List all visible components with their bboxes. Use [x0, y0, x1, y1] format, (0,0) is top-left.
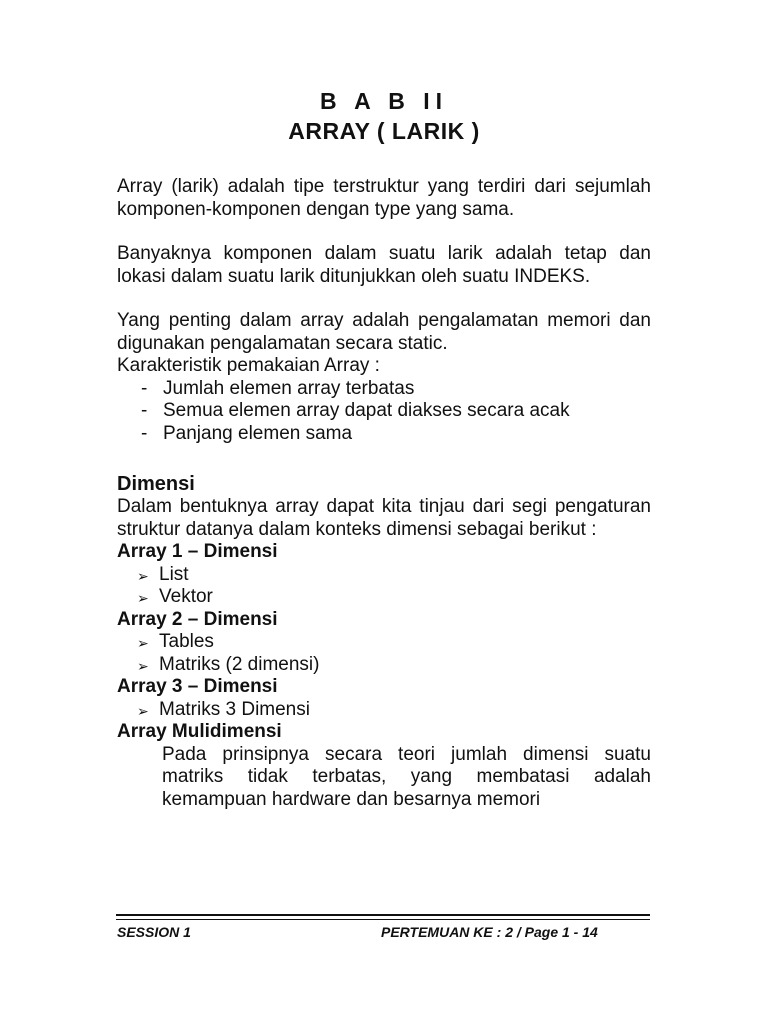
list-item	[117, 631, 651, 654]
list-item	[117, 699, 651, 722]
dimensi-description: Dalam bentuknya array dapat kita tinjau dari segi pengaturan struktur datanya dalam konteks dimensi sebagai berikut :	[117, 496, 651, 540]
list-item	[117, 586, 651, 609]
intro-paragraph-2: Banyaknya komponen dalam suatu larik adalah tetap dan lokasi dalam suatu larik ditunjukkan oleh suatu INDEKS.	[117, 243, 651, 287]
chapter-title: ARRAY ( LARIK )	[288, 118, 480, 144]
list-item-label: Matriks (2 dimensi)	[159, 653, 320, 675]
karakteristik-item	[117, 423, 651, 446]
karakteristik-item-label: Jumlah elemen array terbatas	[163, 377, 415, 399]
karakteristik-heading: Karakteristik pemakaian Array :	[117, 355, 380, 376]
list-item-label: Matriks 3 Dimensi	[159, 698, 310, 720]
chapter-body	[117, 176, 651, 811]
list-item	[117, 564, 651, 587]
karakteristik-item	[117, 400, 651, 423]
list-item-label: List	[159, 563, 189, 585]
subheading-array-2-dimensi: Array 2 – Dimensi	[117, 608, 278, 630]
arrow-bullet-icon: ➢	[137, 567, 149, 584]
arrow-bullet-icon: ➢	[137, 635, 149, 651]
subheading-array-1-dimensi: Array 1 – Dimensi	[117, 541, 278, 562]
list-item	[117, 654, 651, 677]
footer-divider	[116, 914, 650, 920]
subheading-array-3-dimensi: Array 3 – Dimensi	[117, 676, 278, 697]
multidimensi-paragraph: Pada prinsipnya secara teori jumlah dimensi suatu matriks tidak terbatas, yang membatasi adalah kemampuan hardware dan besarnya memori	[162, 743, 651, 810]
karakteristik-item	[117, 378, 651, 401]
intro-paragraph-1: Array (larik) adalah tipe terstruktur yang terdiri dari sejumlah komponen-komponen dengan type yang sama.	[117, 176, 651, 220]
dash-bullet: -	[141, 400, 148, 421]
intro-paragraph-3: Yang penting dalam array adalah pengalamatan memori dan digunakan pengalamatan secara static.	[117, 310, 651, 354]
chapter-number: B A B II	[319, 88, 449, 114]
arrow-bullet-icon: ➢	[137, 590, 149, 606]
subheading-array-multidimensi: Array Mulidimensi	[117, 721, 282, 742]
footer-page-info: PERTEMUAN KE : 2 / Page 1 - 14	[381, 924, 598, 940]
arrow-bullet-icon: ➢	[137, 702, 149, 719]
karakteristik-item-label: Panjang elemen sama	[163, 422, 353, 444]
arrow-bullet-icon: ➢	[137, 657, 149, 674]
section-heading-dimensi: Dimensi	[117, 473, 195, 495]
karakteristik-item-label: Semua elemen array dapat diakses secara acak	[163, 400, 570, 421]
list-item-label: Vektor	[159, 586, 213, 607]
dash-bullet: -	[141, 377, 148, 399]
list-item-label: Tables	[159, 631, 214, 652]
footer-session: SESSION 1	[117, 924, 191, 940]
dash-bullet: -	[141, 422, 148, 444]
